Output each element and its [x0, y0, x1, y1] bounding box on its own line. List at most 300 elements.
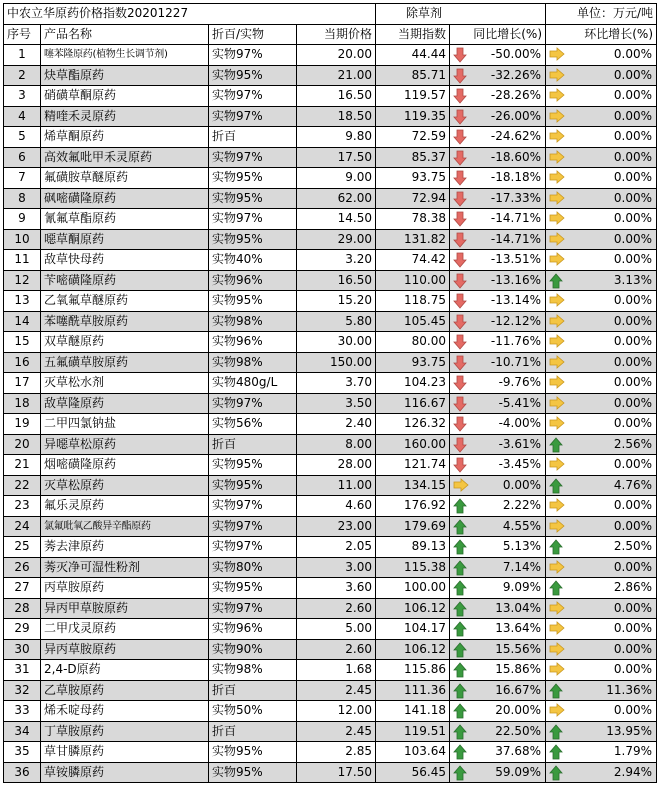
yoy-change-cell [450, 434, 546, 455]
product-name: 氟乐灵原药 [41, 496, 209, 517]
mom-change-value: 0.00% [613, 559, 653, 574]
product-name: 硝磺草酮原药 [41, 86, 209, 107]
mom-change-value: 0.00% [613, 518, 653, 533]
product-name: 丙草胺原药 [41, 578, 209, 599]
current-index: 115.38 [376, 557, 450, 578]
product-name: 异丙甲草胺原药 [41, 598, 209, 619]
current-price: 5.00 [297, 619, 376, 640]
arrow-right-icon [549, 109, 563, 125]
product-name: 氟磺胺草醚原药 [41, 168, 209, 189]
arrow-up-icon [549, 539, 563, 555]
arrow-right-icon [549, 47, 563, 63]
mom-change-cell [546, 414, 657, 435]
yoy-change-value: -13.51% [490, 252, 542, 267]
mom-change-value: 13.95% [606, 723, 653, 738]
mom-change-cell [546, 352, 657, 373]
row-number: 20 [4, 434, 41, 455]
price-index-sheet [3, 3, 656, 783]
row-number: 33 [4, 701, 41, 722]
arrow-up-icon [549, 765, 563, 781]
mom-change-value: 0.00% [613, 457, 653, 472]
row-number: 7 [4, 168, 41, 189]
product-basis: 折百 [209, 434, 297, 455]
header-mom: 环比增长(%) [546, 24, 657, 45]
mom-change-value: 0.00% [613, 600, 653, 615]
yoy-change-cell [450, 250, 546, 271]
yoy-change-value: 9.09% [502, 580, 542, 595]
row-number: 36 [4, 762, 41, 783]
current-price: 2.05 [297, 537, 376, 558]
product-basis: 实物480g/L [209, 373, 297, 394]
row-number: 34 [4, 721, 41, 742]
mom-change-cell [546, 578, 657, 599]
arrow-right-icon [549, 457, 563, 473]
arrow-up-icon [453, 642, 467, 658]
arrow-down-icon [453, 68, 467, 84]
product-name: 敌草隆原药 [41, 393, 209, 414]
row-number: 10 [4, 229, 41, 250]
mom-change-cell [546, 742, 657, 763]
yoy-change-cell [450, 45, 546, 66]
yoy-change-value: -14.71% [490, 211, 542, 226]
mom-change-value: 2.50% [613, 539, 653, 554]
row-number: 15 [4, 332, 41, 353]
current-index: 119.51 [376, 721, 450, 742]
header-basis: 折百/实物 [209, 24, 297, 45]
mom-change-cell [546, 373, 657, 394]
current-index: 121.74 [376, 455, 450, 476]
current-price: 3.00 [297, 557, 376, 578]
header-no: 序号 [4, 24, 41, 45]
current-index: 80.00 [376, 332, 450, 353]
yoy-change-value: -11.76% [490, 334, 542, 349]
yoy-change-cell [450, 393, 546, 414]
current-index: 110.00 [376, 270, 450, 291]
yoy-change-value: -12.12% [490, 313, 542, 328]
row-number: 19 [4, 414, 41, 435]
arrow-up-icon [453, 765, 467, 781]
yoy-change-cell [450, 352, 546, 373]
arrow-right-icon [549, 232, 563, 248]
yoy-change-cell [450, 660, 546, 681]
current-index: 126.32 [376, 414, 450, 435]
arrow-right-icon [549, 519, 563, 535]
product-basis: 实物95% [209, 229, 297, 250]
product-basis: 折百 [209, 721, 297, 742]
yoy-change-value: -14.71% [490, 231, 542, 246]
yoy-change-value: 5.13% [502, 539, 542, 554]
product-basis: 实物56% [209, 414, 297, 435]
product-name: 高效氟吡甲禾灵原药 [41, 147, 209, 168]
mom-change-cell [546, 701, 657, 722]
header-product-name: 产品名称 [41, 24, 209, 45]
mom-change-value: 0.00% [613, 252, 653, 267]
current-index: 134.15 [376, 475, 450, 496]
product-name: 炔草酯原药 [41, 65, 209, 86]
yoy-change-cell [450, 209, 546, 230]
current-price: 23.00 [297, 516, 376, 537]
current-price: 14.50 [297, 209, 376, 230]
current-index: 119.57 [376, 86, 450, 107]
header-row [4, 24, 657, 45]
yoy-change-value: -9.76% [498, 375, 542, 390]
arrow-down-icon [453, 170, 467, 186]
yoy-change-value: 37.68% [495, 744, 542, 759]
arrow-up-icon [453, 601, 467, 617]
mom-change-value: 0.00% [613, 293, 653, 308]
product-name: 烯草酮原药 [41, 127, 209, 148]
yoy-change-cell [450, 311, 546, 332]
product-basis: 折百 [209, 680, 297, 701]
mom-change-cell [546, 291, 657, 312]
product-name: 异噁草松原药 [41, 434, 209, 455]
table-row [4, 352, 657, 373]
product-name: 2,4-D原药 [41, 660, 209, 681]
table-row [4, 660, 657, 681]
title-spacer [297, 4, 376, 25]
mom-change-value: 0.00% [613, 703, 653, 718]
current-price: 16.50 [297, 86, 376, 107]
mom-change-cell [546, 660, 657, 681]
mom-change-value: 0.00% [613, 231, 653, 246]
current-index: 44.44 [376, 45, 450, 66]
arrow-down-icon [453, 293, 467, 309]
product-basis: 实物98% [209, 660, 297, 681]
table-row [4, 619, 657, 640]
product-basis: 折百 [209, 127, 297, 148]
row-number: 31 [4, 660, 41, 681]
current-index: 116.67 [376, 393, 450, 414]
mom-change-value: 0.00% [613, 149, 653, 164]
table-row [4, 455, 657, 476]
current-price: 11.00 [297, 475, 376, 496]
yoy-change-value: -28.26% [490, 88, 542, 103]
arrow-up-icon [549, 724, 563, 740]
current-price: 30.00 [297, 332, 376, 353]
product-name: 噻苯隆原药(植物生长调节剂) [41, 45, 209, 66]
current-index: 118.75 [376, 291, 450, 312]
arrow-down-icon [453, 109, 467, 125]
product-name: 草甘膦原药 [41, 742, 209, 763]
yoy-change-value: 4.55% [502, 518, 542, 533]
product-name: 灭草松水剂 [41, 373, 209, 394]
table-row [4, 209, 657, 230]
product-name: 氯氟吡氧乙酸异辛酯原药 [41, 516, 209, 537]
arrow-right-icon [549, 129, 563, 145]
arrow-right-icon [549, 703, 563, 719]
yoy-change-cell [450, 742, 546, 763]
mom-change-value: 2.94% [613, 764, 653, 779]
yoy-change-cell [450, 188, 546, 209]
row-number: 9 [4, 209, 41, 230]
current-price: 3.20 [297, 250, 376, 271]
mom-change-cell [546, 147, 657, 168]
current-index: 104.17 [376, 619, 450, 640]
product-name: 异丙草胺原药 [41, 639, 209, 660]
product-basis: 实物95% [209, 742, 297, 763]
current-index: 176.92 [376, 496, 450, 517]
mom-change-value: 0.00% [613, 621, 653, 636]
mom-change-cell [546, 680, 657, 701]
category-label: 除草剂 [376, 4, 546, 25]
mom-change-cell [546, 475, 657, 496]
yoy-change-cell [450, 168, 546, 189]
product-basis: 实物95% [209, 455, 297, 476]
row-number: 35 [4, 742, 41, 763]
product-name: 双草醚原药 [41, 332, 209, 353]
table-row [4, 414, 657, 435]
yoy-change-value: -3.45% [498, 457, 542, 472]
row-number: 12 [4, 270, 41, 291]
arrow-down-icon [453, 211, 467, 227]
current-index: 100.00 [376, 578, 450, 599]
product-name: 莠去津原药 [41, 537, 209, 558]
product-basis: 实物90% [209, 639, 297, 660]
product-basis: 实物97% [209, 147, 297, 168]
product-basis: 实物95% [209, 188, 297, 209]
current-price: 17.50 [297, 762, 376, 783]
product-basis: 实物50% [209, 701, 297, 722]
yoy-change-value: -5.41% [498, 395, 542, 410]
yoy-change-value: 13.04% [495, 600, 542, 615]
mom-change-cell [546, 229, 657, 250]
current-price: 62.00 [297, 188, 376, 209]
current-price: 2.45 [297, 721, 376, 742]
yoy-change-value: -10.71% [490, 354, 542, 369]
current-index: 179.69 [376, 516, 450, 537]
mom-change-value: 0.00% [613, 211, 653, 226]
table-row [4, 147, 657, 168]
arrow-up-icon [453, 621, 467, 637]
current-price: 2.60 [297, 639, 376, 660]
arrow-up-icon [549, 580, 563, 596]
mom-change-value: 0.00% [613, 129, 653, 144]
yoy-change-value: 7.14% [502, 559, 542, 574]
current-price: 15.20 [297, 291, 376, 312]
product-basis: 实物95% [209, 475, 297, 496]
yoy-change-value: -13.16% [490, 272, 542, 287]
current-price: 3.50 [297, 393, 376, 414]
mom-change-cell [546, 270, 657, 291]
yoy-change-value: -17.33% [490, 190, 542, 205]
product-name: 砜嘧磺隆原药 [41, 188, 209, 209]
arrow-right-icon [453, 478, 467, 494]
table-row [4, 127, 657, 148]
arrow-down-icon [453, 47, 467, 63]
current-index: 160.00 [376, 434, 450, 455]
table-row [4, 106, 657, 127]
mom-change-value: 0.00% [613, 313, 653, 328]
row-number: 28 [4, 598, 41, 619]
mom-change-value: 0.00% [613, 88, 653, 103]
mom-change-cell [546, 516, 657, 537]
arrow-up-icon [453, 744, 467, 760]
mom-change-value: 1.79% [613, 744, 653, 759]
yoy-change-cell [450, 475, 546, 496]
current-price: 12.00 [297, 701, 376, 722]
table-row [4, 86, 657, 107]
mom-change-value: 4.76% [613, 477, 653, 492]
table-row [4, 373, 657, 394]
yoy-change-value: 15.56% [495, 641, 542, 656]
current-price: 9.80 [297, 127, 376, 148]
mom-change-value: 0.00% [613, 170, 653, 185]
price-index-table [3, 3, 657, 783]
unit-label: 单位：万元/吨 [546, 4, 657, 25]
mom-change-cell [546, 721, 657, 742]
mom-change-value: 0.00% [613, 375, 653, 390]
current-price: 3.60 [297, 578, 376, 599]
row-number: 17 [4, 373, 41, 394]
mom-change-cell [546, 639, 657, 660]
arrow-right-icon [549, 88, 563, 104]
mom-change-value: 0.00% [613, 395, 653, 410]
arrow-up-icon [453, 539, 467, 555]
mom-change-value: 0.00% [613, 67, 653, 82]
table-row [4, 496, 657, 517]
yoy-change-cell [450, 332, 546, 353]
mom-change-value: 0.00% [613, 334, 653, 349]
product-basis: 实物97% [209, 393, 297, 414]
arrow-up-icon [453, 498, 467, 514]
product-name: 丁草胺原药 [41, 721, 209, 742]
yoy-change-value: -13.14% [490, 293, 542, 308]
current-price: 2.45 [297, 680, 376, 701]
arrow-down-icon [453, 191, 467, 207]
arrow-right-icon [549, 314, 563, 330]
mom-change-cell [546, 762, 657, 783]
product-basis: 实物96% [209, 270, 297, 291]
mom-change-cell [546, 537, 657, 558]
current-price: 8.00 [297, 434, 376, 455]
row-number: 3 [4, 86, 41, 107]
table-row [4, 742, 657, 763]
arrow-right-icon [549, 252, 563, 268]
arrow-up-icon [453, 662, 467, 678]
current-index: 72.94 [376, 188, 450, 209]
table-row [4, 516, 657, 537]
table-row [4, 270, 657, 291]
product-basis: 实物97% [209, 106, 297, 127]
mom-change-cell [546, 86, 657, 107]
arrow-right-icon [549, 355, 563, 371]
mom-change-value: 0.00% [613, 47, 653, 62]
current-index: 56.45 [376, 762, 450, 783]
current-index: 104.23 [376, 373, 450, 394]
table-row [4, 434, 657, 455]
yoy-change-cell [450, 578, 546, 599]
row-number: 21 [4, 455, 41, 476]
yoy-change-cell [450, 270, 546, 291]
yoy-change-cell [450, 291, 546, 312]
arrow-right-icon [549, 68, 563, 84]
product-basis: 实物97% [209, 516, 297, 537]
table-row [4, 291, 657, 312]
arrow-right-icon [549, 293, 563, 309]
product-name: 草铵膦原药 [41, 762, 209, 783]
row-number: 23 [4, 496, 41, 517]
yoy-change-cell [450, 147, 546, 168]
product-basis: 实物95% [209, 291, 297, 312]
mom-change-value: 0.00% [613, 641, 653, 656]
mom-change-cell [546, 496, 657, 517]
yoy-change-value: 20.00% [495, 703, 542, 718]
mom-change-value: 0.00% [613, 498, 653, 513]
row-number: 24 [4, 516, 41, 537]
mom-change-cell [546, 127, 657, 148]
current-price: 2.85 [297, 742, 376, 763]
arrow-up-icon [453, 519, 467, 535]
product-basis: 实物97% [209, 598, 297, 619]
product-name: 五氟磺草胺原药 [41, 352, 209, 373]
yoy-change-value: 16.67% [495, 682, 542, 697]
arrow-down-icon [453, 437, 467, 453]
product-name: 氰氟草酯原药 [41, 209, 209, 230]
yoy-change-cell [450, 557, 546, 578]
arrow-right-icon [549, 150, 563, 166]
arrow-down-icon [453, 334, 467, 350]
yoy-change-cell [450, 680, 546, 701]
table-row [4, 188, 657, 209]
table-row [4, 311, 657, 332]
table-row [4, 229, 657, 250]
product-name: 噁草酮原药 [41, 229, 209, 250]
product-basis: 实物97% [209, 537, 297, 558]
table-row [4, 680, 657, 701]
product-basis: 实物97% [209, 209, 297, 230]
arrow-down-icon [453, 252, 467, 268]
title-row [4, 4, 657, 25]
table-row [4, 557, 657, 578]
arrow-right-icon [549, 211, 563, 227]
yoy-change-value: -24.62% [490, 129, 542, 144]
yoy-change-value: -50.00% [490, 47, 542, 62]
arrow-up-icon [549, 683, 563, 699]
table-row [4, 639, 657, 660]
current-price: 4.60 [297, 496, 376, 517]
mom-change-value: 0.00% [613, 416, 653, 431]
mom-change-cell [546, 332, 657, 353]
yoy-change-value: -32.26% [490, 67, 542, 82]
arrow-down-icon [453, 457, 467, 473]
mom-change-cell [546, 209, 657, 230]
row-number: 13 [4, 291, 41, 312]
arrow-right-icon [549, 416, 563, 432]
arrow-right-icon [549, 498, 563, 514]
product-basis: 实物97% [209, 86, 297, 107]
row-number: 8 [4, 188, 41, 209]
mom-change-value: 2.86% [613, 580, 653, 595]
row-number: 22 [4, 475, 41, 496]
current-index: 72.59 [376, 127, 450, 148]
product-name: 乙草胺原药 [41, 680, 209, 701]
mom-change-value: 2.56% [613, 436, 653, 451]
current-index: 85.37 [376, 147, 450, 168]
arrow-down-icon [453, 355, 467, 371]
sheet-title: 中农立华原药价格指数20201227 [4, 4, 297, 25]
yoy-change-cell [450, 496, 546, 517]
mom-change-cell [546, 393, 657, 414]
yoy-change-cell [450, 639, 546, 660]
table-row [4, 721, 657, 742]
arrow-down-icon [453, 129, 467, 145]
current-index: 103.64 [376, 742, 450, 763]
row-number: 26 [4, 557, 41, 578]
product-name: 精喹禾灵原药 [41, 106, 209, 127]
mom-change-cell [546, 455, 657, 476]
product-basis: 实物95% [209, 168, 297, 189]
current-index: 78.38 [376, 209, 450, 230]
